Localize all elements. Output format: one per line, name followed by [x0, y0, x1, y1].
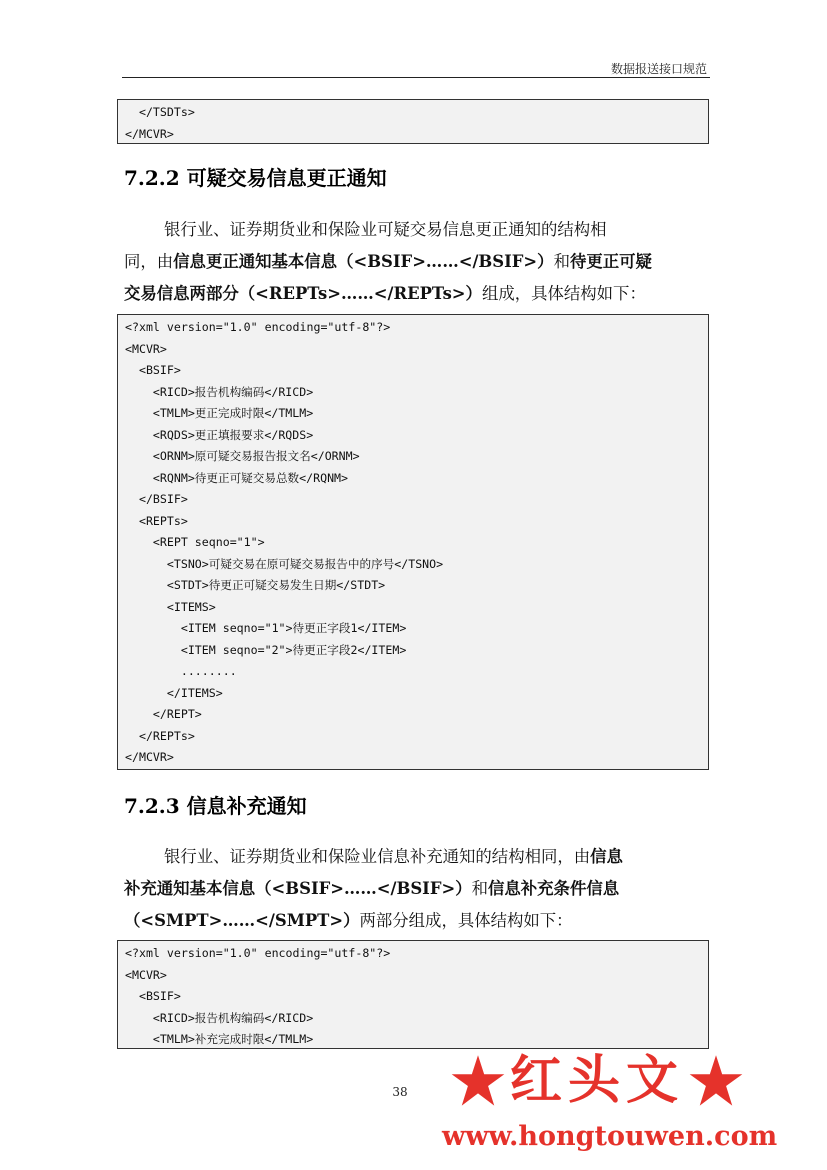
- page-number: 38: [392, 1085, 408, 1099]
- watermark-text: 红头文: [510, 1050, 685, 1111]
- paragraph-line: [124, 905, 710, 937]
- bold-text: 交易信息两部分（<REPTs>……</REPTs>）: [124, 284, 482, 303]
- code-block-top: [117, 99, 709, 144]
- star-icon: [450, 1053, 506, 1109]
- code-line: <TSNO>可疑交易在原可疑交易报告中的序号</TSNO>: [125, 556, 444, 571]
- code-line: <STDT>待更正可疑交易发生日期</STDT>: [125, 578, 386, 592]
- code-line: ........: [125, 664, 237, 678]
- code-line: </REPT>: [125, 707, 202, 721]
- bold-text: 信息补充条件信息: [488, 879, 620, 898]
- section-heading-7-2-2: 7.2.2 可疑交易信息更正通知: [124, 166, 387, 190]
- bold-text: （<SMPT>……</SMPT>）: [124, 911, 360, 930]
- code-block-7-2-3: [117, 940, 709, 1049]
- code-line: <TMLM>更正完成时限</TMLM>: [125, 406, 314, 420]
- header-rule: [122, 77, 710, 78]
- header-title: 数据报送接口规范: [610, 62, 707, 76]
- code-line: <RQNM>待更正可疑交易总数</RQNM>: [125, 470, 349, 485]
- code-line: <ORNM>原可疑交易报告报文名</ORNM>: [125, 449, 360, 463]
- code-line: </BSIF>: [125, 492, 188, 506]
- text: 两部分组成，具体结构如下：: [359, 911, 573, 930]
- code-line: </MCVR>: [125, 750, 174, 764]
- code-line: <TMLM>补充完成时限</TMLM>: [125, 1032, 314, 1046]
- code-line: </ITEMS>: [125, 685, 223, 700]
- code-line: </REPTs>: [125, 728, 195, 743]
- code-block-7-2-2: [117, 314, 709, 770]
- watermark: [430, 1045, 827, 1170]
- code-line: </TSDTs>: [125, 105, 195, 119]
- bold-text: 补充通知基本信息（<BSIF>……</BSIF>）: [124, 879, 472, 898]
- code-line: <RICD>报告机构编码</RICD>: [125, 384, 314, 399]
- text: 和: [471, 879, 488, 898]
- code-line: <MCVR>: [125, 967, 167, 982]
- text: 银行业、证券期货业和保险业可疑交易信息更正通知的结构相: [164, 220, 607, 239]
- paragraph-line: [124, 841, 710, 873]
- code-line: <BSIF>: [125, 363, 181, 377]
- text: 和: [553, 252, 570, 271]
- code-line: <ITEM seqno="1">待更正字段1</ITEM>: [125, 621, 407, 635]
- code-line: <BSIF>: [125, 989, 181, 1003]
- paragraph-7-2-3: [124, 841, 710, 937]
- code-line: <ITEMS>: [125, 599, 216, 614]
- star-icon: [688, 1053, 744, 1109]
- text: 组成，具体结构如下：: [481, 284, 646, 303]
- paragraph-7-2-2: [124, 214, 710, 310]
- text: 同，由: [124, 252, 174, 271]
- section-heading-7-2-3: 7.2.3 信息补充通知: [124, 794, 307, 818]
- code-line: <?xml version="1.0" encoding="utf-8"?>: [125, 320, 391, 334]
- code-line: <ITEM seqno="2">待更正字段2</ITEM>: [125, 642, 407, 657]
- paragraph-line: [124, 873, 710, 905]
- code-line: <REPT seqno="1">: [125, 535, 265, 549]
- paragraph-line: [124, 214, 710, 246]
- bold-text: 待更正可疑: [569, 252, 652, 271]
- watermark-url: www.hongtouwen.com: [442, 1121, 778, 1152]
- paragraph-line: [124, 278, 710, 310]
- code-line: <RICD>报告机构编码</RICD>: [125, 1010, 314, 1025]
- code-line: <?xml version="1.0" encoding="utf-8"?>: [125, 946, 391, 960]
- code-line: <RQDS>更正填报要求</RQDS>: [125, 427, 314, 442]
- paragraph-line: [124, 246, 710, 278]
- text: 银行业、证券期货业和保险业信息补充通知的结构相同，由: [164, 847, 591, 866]
- bold-text: 信息更正通知基本信息（<BSIF>……</BSIF>）: [173, 252, 554, 271]
- code-line: <MCVR>: [125, 341, 167, 356]
- code-line: <REPTs>: [125, 513, 188, 528]
- code-line: </MCVR>: [125, 126, 174, 141]
- bold-text: 信息: [590, 847, 623, 866]
